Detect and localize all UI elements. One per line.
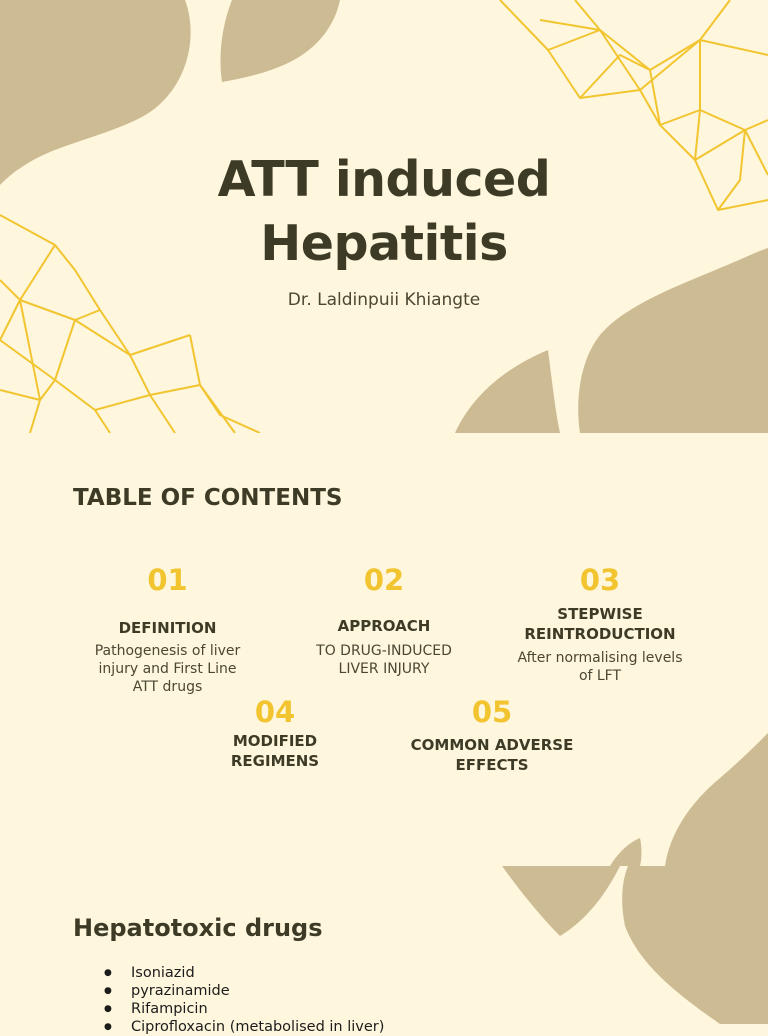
title-slide	[0, 0, 768, 433]
hepatotoxic-drugs-slide	[0, 866, 768, 1035]
drugs-list	[96, 964, 384, 1036]
toc-item-3	[510, 563, 690, 685]
toc-number: 01	[147, 563, 188, 597]
toc-description: TO DRUG-INDUCED LIVER INJURY	[316, 643, 452, 677]
presentation-title	[0, 148, 768, 276]
blob-bottom-small	[610, 838, 642, 866]
toc-heading: TABLE OF CONTENTS	[73, 485, 343, 511]
blob-bottom-center	[455, 350, 560, 433]
table-of-contents-slide	[0, 433, 768, 866]
toc-label: DEFINITION	[118, 619, 217, 637]
drugs-heading: Hepatotoxic drugs	[73, 914, 323, 942]
toc-item-5	[402, 695, 582, 775]
list-item: ● pyrazinamide	[96, 982, 384, 1000]
toc-number: 02	[363, 563, 405, 597]
blob-top-center	[502, 866, 620, 936]
title-line-1: ATT induced	[217, 151, 551, 208]
toc-description: Pathogenesis of liver injury and First Line ATT drugs	[94, 643, 241, 695]
list-item: ● Isoniazid	[96, 964, 384, 982]
toc-label: STEPWISE REINTRODUCTION	[524, 605, 676, 643]
toc-item-4	[215, 695, 335, 771]
toc-number: 05	[471, 695, 513, 729]
author-name: Dr. Laldinpuii Khiangte	[287, 290, 481, 310]
toc-description: After normalising levels of LFT	[517, 650, 683, 684]
list-item: ● Rifampicin	[96, 1000, 384, 1018]
toc-item-1	[85, 563, 250, 696]
blob-top-center	[220, 0, 340, 82]
title-line-2: Hepatitis	[260, 215, 508, 272]
list-item: ● Ciprofloxacin (metabolised in liver)	[96, 1018, 384, 1036]
toc-label: APPROACH	[337, 617, 431, 635]
toc-label: MODIFIED REGIMENS	[230, 732, 320, 770]
toc-number: 03	[579, 563, 621, 597]
toc-number: 04	[254, 695, 296, 729]
toc-item-2	[305, 563, 463, 678]
blob-bottom-right	[665, 733, 768, 866]
toc-label: COMMON ADVERSE EFFECTS	[410, 736, 574, 774]
blob-top-right	[622, 866, 768, 1024]
